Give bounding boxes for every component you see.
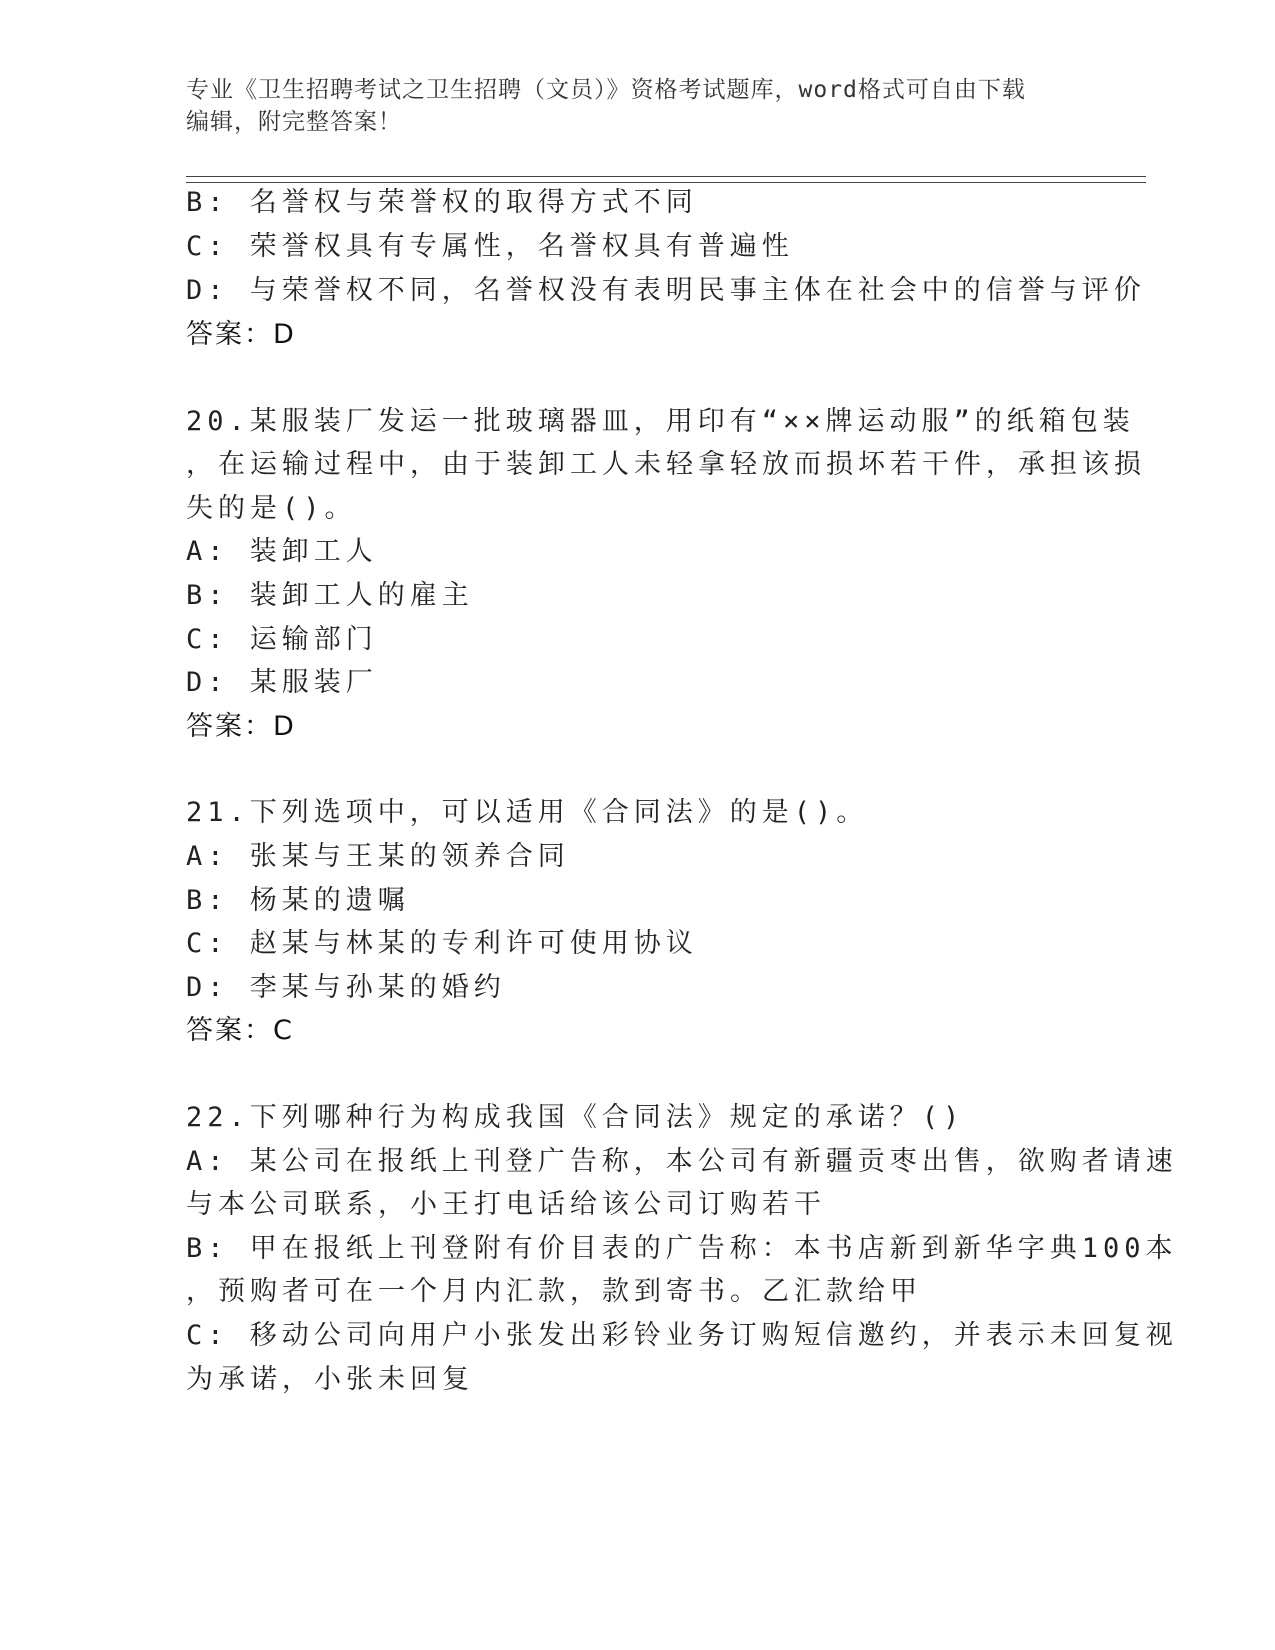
- answer-label: 答案：: [186, 1015, 273, 1046]
- q22-stem: 22.下列哪种行为构成我国《合同法》规定的承诺？(): [186, 1102, 965, 1133]
- q22-option-b-line-1: B: 甲在报纸上刊登附有价目表的广告称：本书店新到新华字典100本: [186, 1233, 1178, 1264]
- q22-option-b-line-2: ，预购者可在一个月内汇款，款到寄书。乙汇款给甲: [186, 1276, 922, 1307]
- answer-value: D: [273, 711, 294, 742]
- q22-option-c-line-1: C: 移动公司向用户小张发出彩铃业务订购短信邀约，并表示未回复视: [186, 1320, 1178, 1351]
- q19-option-b: B: 名誉权与荣誉权的取得方式不同: [186, 187, 698, 218]
- q21-option-d: D: 李某与孙某的婚约: [186, 972, 506, 1003]
- q21-stem: 21.下列选项中，可以适用《合同法》的是()。: [186, 797, 869, 828]
- q21-option-a: A: 张某与王某的领养合同: [186, 841, 570, 872]
- answer-label: 答案：: [186, 319, 273, 350]
- q22-option-a-line-1: A: 某公司在报纸上刊登广告称，本公司有新疆贡枣出售，欲购者请速: [186, 1146, 1178, 1177]
- q22-option-a-line-2: 与本公司联系，小王打电话给该公司订购若干: [186, 1189, 826, 1220]
- q19-option-c: C: 荣誉权具有专属性，名誉权具有普遍性: [186, 231, 794, 262]
- q20-answer: [186, 711, 294, 743]
- q20-option-d: D: 某服装厂: [186, 667, 378, 698]
- answer-label: 答案：: [186, 711, 273, 742]
- q21-option-c: C: 赵某与林某的专利许可使用协议: [186, 928, 698, 959]
- q21-option-b: B: 杨某的遗嘱: [186, 885, 410, 916]
- q21-answer: [186, 1015, 292, 1047]
- document-header: [186, 74, 1066, 138]
- q20-stem-line-2: ，在运输过程中，由于装卸工人未轻拿轻放而损坏若干件，承担该损: [186, 449, 1146, 480]
- q20-option-b: B: 装卸工人的雇主: [186, 580, 474, 611]
- answer-value: D: [273, 319, 294, 350]
- q20-option-a: A: 装卸工人: [186, 536, 378, 567]
- q20-stem-line-1: 20.某服装厂发运一批玻璃器皿，用印有“××牌运动服”的纸箱包装: [186, 406, 1135, 437]
- q20-stem-line-3: 失的是()。: [186, 493, 357, 524]
- q22-option-c-line-2: 为承诺，小张未回复: [186, 1364, 474, 1395]
- q19-answer: [186, 319, 294, 351]
- answer-value: C: [273, 1015, 292, 1046]
- q19-option-d: D: 与荣誉权不同，名誉权没有表明民事主体在社会中的信誉与评价: [186, 275, 1146, 306]
- header-divider: [186, 176, 1146, 183]
- header-line-1: 专业《卫生招聘考试之卫生招聘（文员）》资格考试题库，word格式可自由下载: [186, 77, 1026, 103]
- header-line-2: 编辑，附完整答案！: [186, 109, 402, 135]
- q20-option-c: C: 运输部门: [186, 624, 378, 655]
